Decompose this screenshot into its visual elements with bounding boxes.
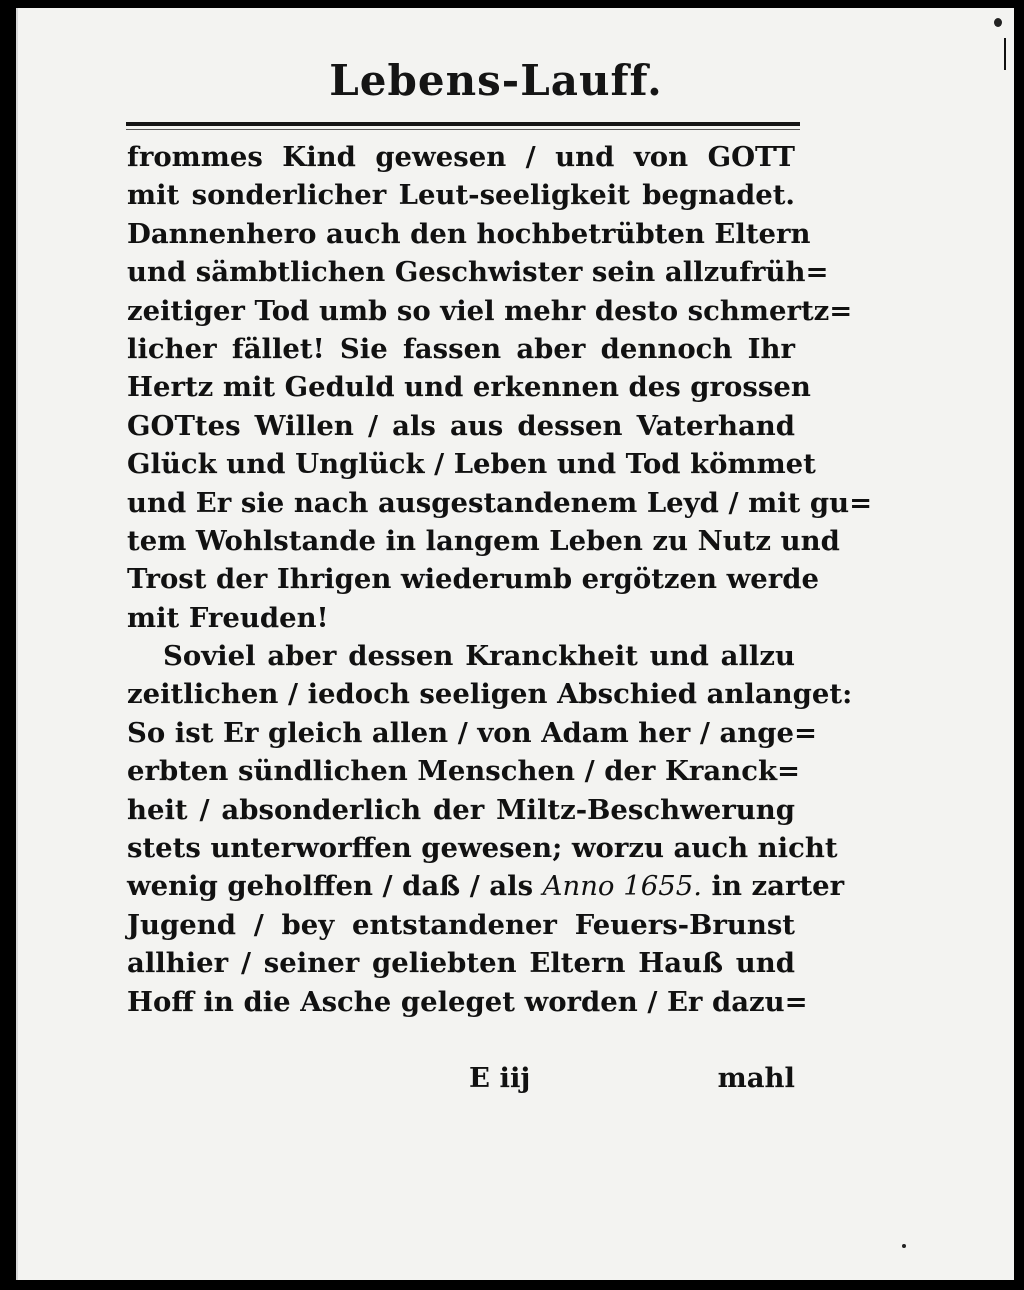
paragraph-end-line: mit Freuden! [127,601,329,634]
text-line: heit / absonderlich der Miltz-Beschwerung [127,793,795,826]
header-rule-thin [126,129,800,130]
paragraph-start-line: Soviel aber dessen Kranckheit und allzu [163,640,795,673]
text-line-with-date [127,867,845,905]
text-segment: wenig geholffen / daß / als [127,870,534,903]
header-rule [126,122,800,126]
text-line: Glück und Unglück / Leben und Tod kömmet [127,448,816,481]
text-line: mit sonderlicher Leut-seeligkeit begnadet. [127,179,795,212]
text-line: So ist Er gleich allen / von Adam her / ange= [127,716,818,749]
text-line: frommes Kind gewesen / und von GOTT [127,141,795,173]
signature-mark: E iij [469,1062,531,1094]
text-line: licher fället! Sie fassen aber dennoch Ihr [127,332,795,365]
page-footer [127,1062,795,1102]
text-line: Dannenhero auch den hochbetrübten Eltern [127,217,811,250]
text-line: zeitlichen / iedoch seeligen Abschied anlanget: [127,678,853,711]
text-line: und sämbtlichen Geschwister sein allzufrüh= [127,256,829,289]
running-head: Lebens-Lauff. [329,56,663,105]
text-line: zeitiger Tod umb so viel mehr desto schmertz= [127,294,853,327]
text-line: tem Wohlstande in langem Leben zu Nutz und [127,524,840,557]
text-line: Trost der Ihrigen wiederumb ergötzen werde [127,563,819,596]
text-segment: in zarter [711,870,845,903]
book-page [16,8,1014,1280]
text-line: erbten sündlichen Menschen / der Kranck= [127,755,801,788]
catchword: mahl [717,1062,795,1094]
ink-speck [902,1244,906,1248]
ink-speck [994,18,1002,27]
text-line: Hertz mit Geduld und erkennen des grossen [127,371,811,404]
text-line: Hoff in die Asche geleget worden / Er dazu= [127,985,808,1018]
page-edge-mark [1004,38,1006,70]
date-anno: Anno 1655. [542,870,702,903]
body-text [127,138,873,1021]
text-line: GOTtes Willen / als aus dessen Vaterhand [127,409,795,442]
text-line: allhier / seiner geliebten Eltern Hauß und [127,947,795,980]
text-line: Jugend / bey entstandener Feuers-Brunst [127,908,795,941]
text-line: und Er sie nach ausgestandenem Leyd / mit gu= [127,486,873,519]
text-line: stets unterworffen gewesen; worzu auch nicht [127,832,838,865]
